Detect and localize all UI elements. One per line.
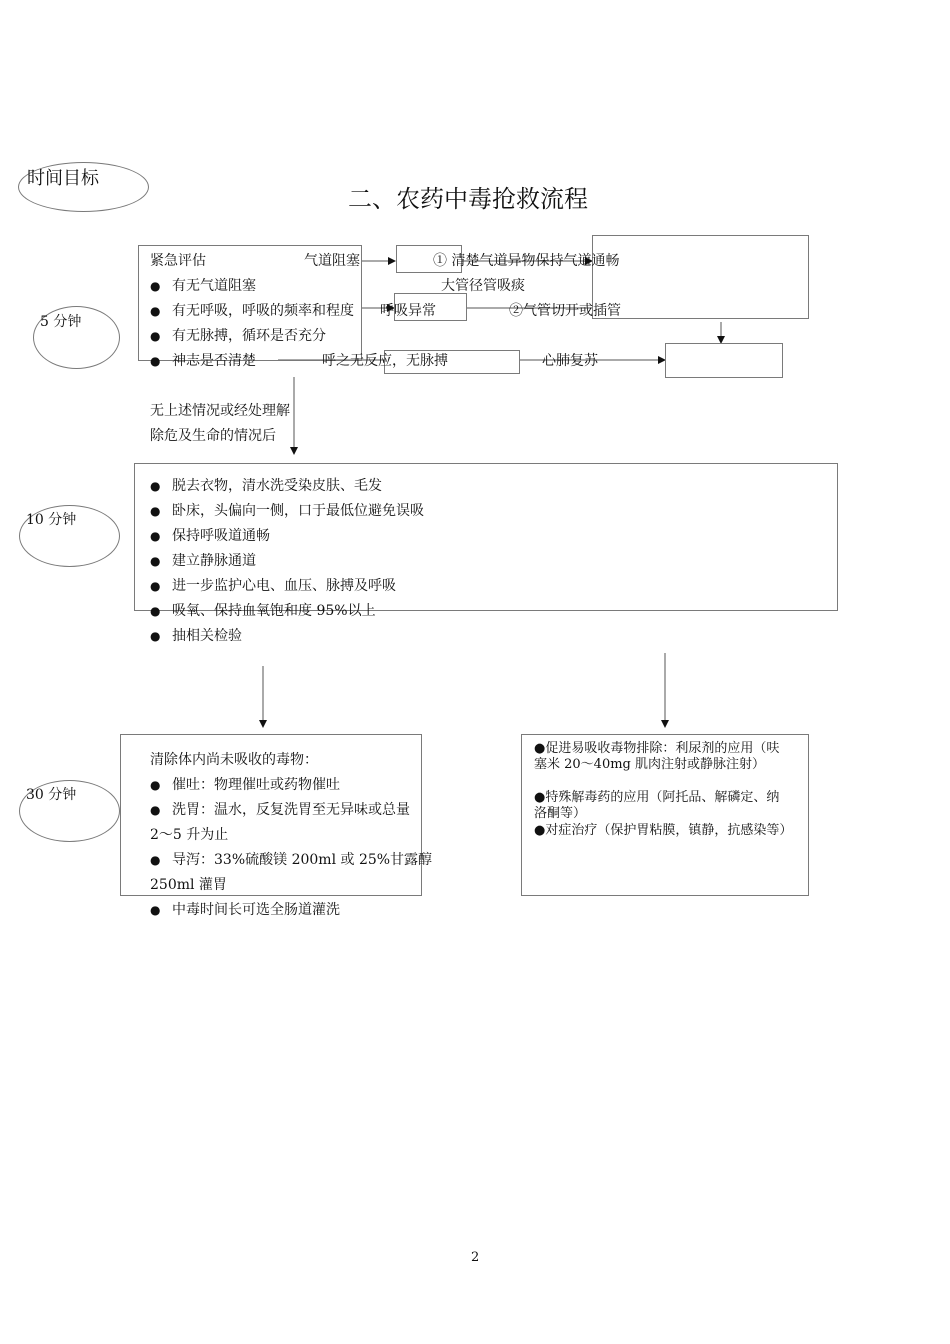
time-label-30min: 30 分钟	[26, 787, 77, 803]
transition-line-2: 除危及生命的情况后	[150, 428, 276, 444]
step3-right-para-1: ●促进易吸收毒物排除：利尿剂的应用（呋塞米 20～40mg 肌肉注射或静脉注射）	[534, 741, 780, 772]
bullet: ●	[150, 903, 161, 917]
bullet: ●	[150, 304, 161, 318]
step3-left-item-2-cont: 2～5 升为止	[150, 827, 229, 843]
bullet: ●	[150, 853, 161, 867]
step3-left-item-3: ● 导泻：33%硫酸镁 200ml 或 25%甘露醇	[150, 852, 433, 868]
bullet: ●	[150, 629, 161, 643]
page-number: 2	[471, 1250, 480, 1265]
step2-item-2: ● 卧床，头偏向一侧，口于最低位避免误吸	[150, 503, 424, 519]
cpr-result-box	[665, 343, 783, 378]
bullet: ●	[150, 279, 161, 293]
page-title: 二、农药中毒抢救流程	[348, 185, 588, 213]
bullet: ●	[150, 604, 161, 618]
step3-left-item-1: ● 催吐：物理催吐或药物催吐	[150, 777, 340, 793]
assessment-heading: 紧急评估	[150, 253, 206, 269]
no-response-label: 呼之无反应，无脉搏	[322, 353, 448, 369]
step3-left-item-2: ● 洗胃：温水，反复洗胃至无异味或总量	[150, 802, 410, 818]
airway-blocked-label: 气道阻塞	[304, 253, 360, 269]
step2-item-7: ● 抽相关检验	[150, 628, 242, 644]
step2-item-5: ● 进一步监护心电、血压、脉搏及呼吸	[150, 578, 396, 594]
bullet: ●	[150, 529, 161, 543]
step2-item-4: ● 建立静脉通道	[150, 553, 256, 569]
assessment-item-1: ● 有无气道阻塞	[150, 278, 256, 294]
breathing-abnormal-label: 呼吸异常	[380, 303, 436, 319]
suction-label: 大管径管吸痰	[441, 278, 525, 294]
time-goal-label: 时间目标	[27, 168, 99, 189]
time-label-5min: 5 分钟	[40, 314, 82, 330]
step2-item-1: ● 脱去衣物，清水洗受染皮肤、毛发	[150, 478, 382, 494]
assessment-item-3: ● 有无脉搏，循环是否充分	[150, 328, 326, 344]
tracheotomy-label: ②气管切开或插管	[509, 303, 621, 319]
time-label-10min: 10 分钟	[26, 512, 77, 528]
step2-item-3: ● 保持呼吸道通畅	[150, 528, 270, 544]
step3-left-heading: 清除体内尚未吸收的毒物：	[150, 752, 318, 768]
cpr-label: 心肺复苏	[542, 353, 598, 369]
bullet: ●	[150, 504, 161, 518]
airway-result-box	[592, 235, 809, 319]
bullet: ●	[150, 579, 161, 593]
assessment-item-4: ● 神志是否清楚	[150, 353, 256, 369]
bullet: ●	[150, 803, 161, 817]
transition-line-1: 无上述情况或经处理解	[150, 403, 290, 419]
bullet: ●	[150, 778, 161, 792]
step3-right-para-3: ●对症治疗（保护胃粘膜，镇静，抗感染等）	[534, 823, 793, 838]
step3-left-item-3-cont: 250ml 灌胃	[150, 877, 227, 893]
clear-airway-label: ① 清楚气道异物保持气道通畅	[433, 253, 620, 269]
bullet: ●	[150, 479, 161, 493]
assessment-item-2: ● 有无呼吸，呼吸的频率和程度	[150, 303, 354, 319]
bullet: ●	[150, 354, 161, 368]
step3-left-item-4: ● 中毒时间长可选全肠道灌洗	[150, 902, 340, 918]
bullet: ●	[150, 554, 161, 568]
step2-item-6: ● 吸氧、保持血氧饱和度 95%以上	[150, 603, 376, 619]
bullet: ●	[150, 329, 161, 343]
step3-right-para-2: ●特殊解毒药的应用（阿托品、解磷定、纳洛酮等）	[534, 790, 780, 821]
